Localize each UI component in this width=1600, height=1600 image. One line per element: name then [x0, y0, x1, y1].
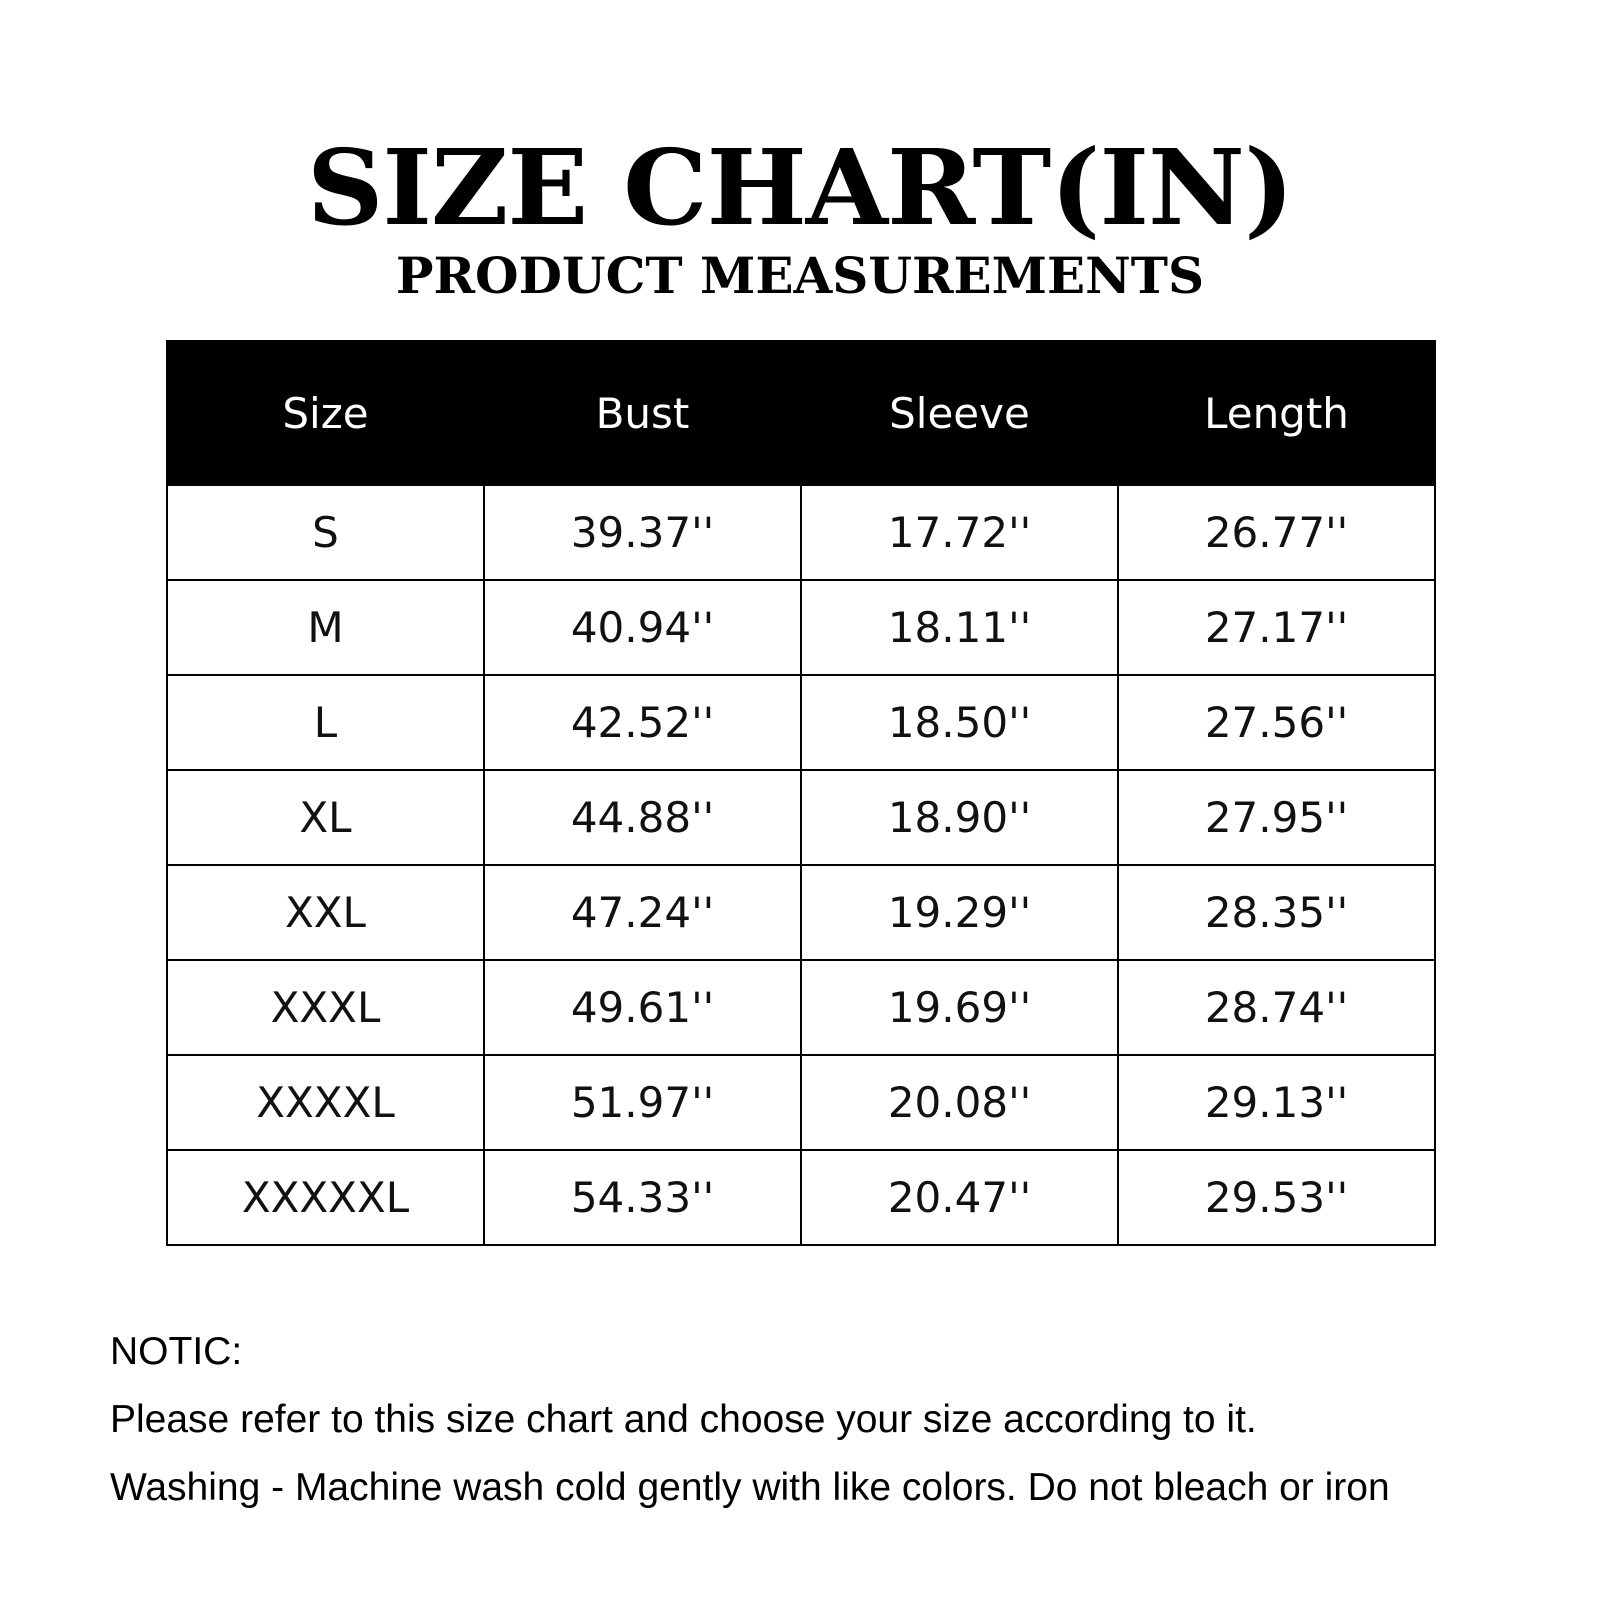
cell-size: XXL: [167, 865, 484, 960]
page-title: SIZE CHART(IN): [306, 126, 1294, 249]
cell-length: 29.13'': [1118, 1055, 1435, 1150]
cell-bust: 49.61'': [484, 960, 801, 1055]
table-row: [167, 675, 1435, 770]
cell-length: 28.74'': [1118, 960, 1435, 1055]
cell-length: 26.77'': [1118, 485, 1435, 580]
table-row: [167, 485, 1435, 580]
cell-sleeve: 19.69'': [801, 960, 1118, 1055]
cell-sleeve: 18.11'': [801, 580, 1118, 675]
column-header-bust: Bust: [484, 341, 801, 485]
page-subtitle: PRODUCT MEASUREMENTS: [395, 246, 1205, 305]
column-header-size: Size: [167, 341, 484, 485]
column-header-sleeve: Sleeve: [801, 341, 1118, 485]
table-row: [167, 960, 1435, 1055]
table-row: [167, 1055, 1435, 1150]
cell-size: XL: [167, 770, 484, 865]
cell-size: XXXXXL: [167, 1150, 484, 1245]
notes-line-size-advice: Please refer to this size chart and choose your size according to it.: [110, 1398, 1257, 1441]
cell-length: 27.56'': [1118, 675, 1435, 770]
cell-bust: 42.52'': [484, 675, 801, 770]
table-header-row: [167, 341, 1435, 485]
cell-length: 29.53'': [1118, 1150, 1435, 1245]
cell-sleeve: 18.90'': [801, 770, 1118, 865]
table-row: [167, 865, 1435, 960]
table-row: [167, 1150, 1435, 1245]
notes-heading: NOTIC:: [110, 1330, 243, 1373]
cell-sleeve: 18.50'': [801, 675, 1118, 770]
cell-sleeve: 17.72'': [801, 485, 1118, 580]
cell-bust: 47.24'': [484, 865, 801, 960]
cell-sleeve: 20.47'': [801, 1150, 1118, 1245]
notes-line-washing: Washing - Machine wash cold gently with like colors. Do not bleach or iron: [110, 1466, 1390, 1509]
table-row: [167, 770, 1435, 865]
cell-length: 28.35'': [1118, 865, 1435, 960]
column-header-length: Length: [1118, 341, 1435, 485]
table-row: [167, 580, 1435, 675]
cell-sleeve: 20.08'': [801, 1055, 1118, 1150]
notes-section: [110, 1318, 1560, 1522]
cell-bust: 39.37'': [484, 485, 801, 580]
cell-size: XXXXL: [167, 1055, 484, 1150]
header: [0, 128, 1600, 304]
cell-size: M: [167, 580, 484, 675]
cell-size: L: [167, 675, 484, 770]
cell-sleeve: 19.29'': [801, 865, 1118, 960]
size-table-container: [166, 340, 1436, 1246]
size-table: [166, 340, 1436, 1246]
cell-bust: 44.88'': [484, 770, 801, 865]
cell-length: 27.95'': [1118, 770, 1435, 865]
cell-size: XXXL: [167, 960, 484, 1055]
cell-bust: 51.97'': [484, 1055, 801, 1150]
cell-length: 27.17'': [1118, 580, 1435, 675]
cell-bust: 40.94'': [484, 580, 801, 675]
cell-bust: 54.33'': [484, 1150, 801, 1245]
cell-size: S: [167, 485, 484, 580]
